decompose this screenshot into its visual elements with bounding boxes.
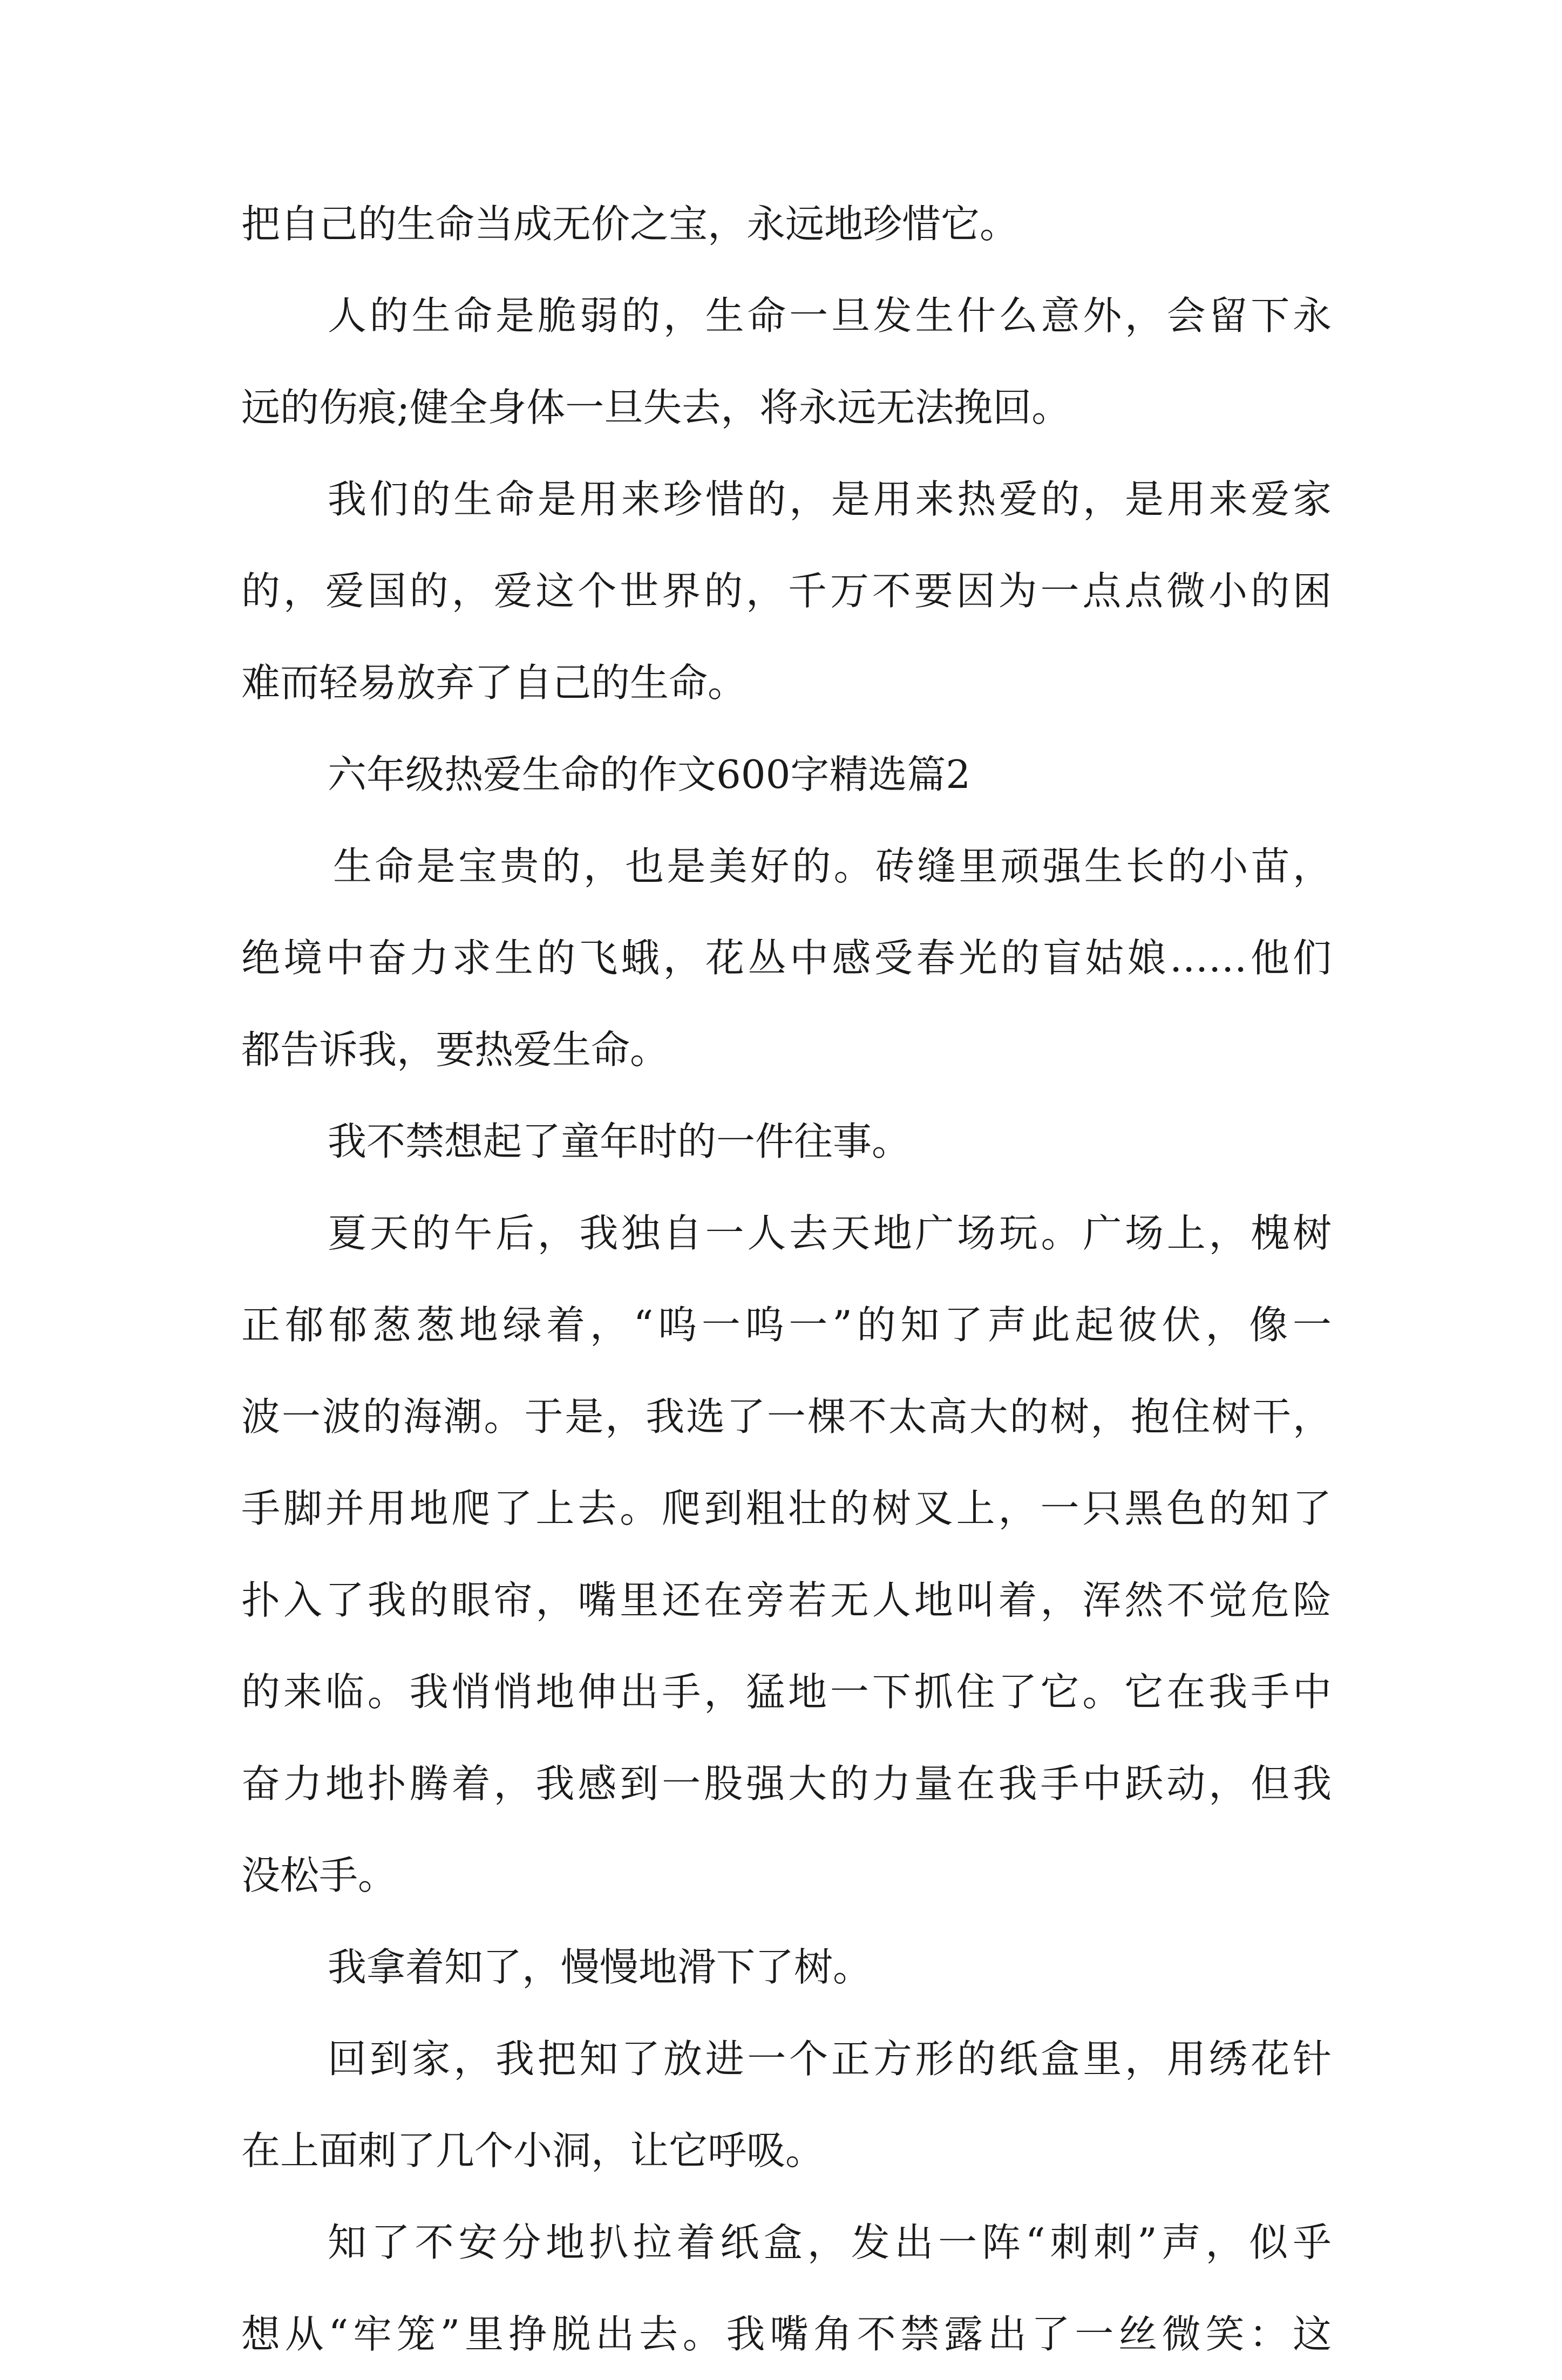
section-heading: 六年级热爱生命的作文600字精选篇2 (328, 752, 971, 797)
text-line: 的，爱国的，爱这个世界的，千万不要因为一点点微小的困 (241, 568, 1332, 614)
text-line: 把自己的生命当成无价之宝，永远地珍惜它。 (241, 201, 1019, 247)
text-line: 想从“牢笼”里挣脱出去。我嘴角不禁露出了一丝微笑：这 (241, 2311, 1332, 2357)
text-line: 远的伤痕;健全身体一旦失去，将永远无法挽回。 (241, 385, 1071, 430)
text-line: 绝境中奋力求生的飞蛾，花丛中感受春光的盲姑娘……他们 (241, 935, 1332, 981)
text-line: 波一波的海潮。于是，我选了一棵不太高大的树，抱住树干， (241, 1394, 1332, 1439)
text-line: 正郁郁葱葱地绿着，“呜一呜一”的知了声此起彼伏，像一 (241, 1302, 1332, 1348)
text-line: 都告诉我，要热爱生命。 (241, 1027, 669, 1072)
text-line: 知了不安分地扒拉着纸盒，发出一阵“刺刺”声，似乎 (328, 2220, 1332, 2265)
text-line: 夏天的午后，我独自一人去天地广场玩。广场上，槐树 (328, 1211, 1332, 1256)
text-line: 我拿着知了，慢慢地滑下了树。 (328, 1944, 872, 1990)
text-line: 回到家，我把知了放进一个正方形的纸盒里，用绣花针 (328, 2036, 1332, 2082)
text-line: 扑入了我的眼帘，嘴里还在旁若无人地叫着，浑然不觉危险 (241, 1577, 1332, 1623)
text-line: 的来临。我悄悄地伸出手，猛地一下抓住了它。它在我手中 (241, 1669, 1332, 1715)
text-line: 生命是宝贵的，也是美好的。砖缝里顽强生长的小苗， (333, 844, 1332, 889)
text-line: 在上面刺了几个小洞，让它呼吸。 (241, 2128, 825, 2173)
text-line: 人的生命是脆弱的，生命一旦发生什么意外，会留下永 (328, 293, 1332, 338)
text-line: 手脚并用地爬了上去。爬到粗壮的树叉上，一只黑色的知了 (241, 1486, 1332, 1531)
text-line: 没松手。 (241, 1853, 397, 1898)
text-line: 我不禁想起了童年时的一件往事。 (328, 1119, 911, 1164)
essay-body (241, 178, 1332, 2380)
text-line: 我们的生命是用来珍惜的，是用来热爱的，是用来爱家 (328, 477, 1332, 522)
text-line: 奋力地扑腾着，我感到一股强大的力量在我手中跃动，但我 (241, 1761, 1332, 1806)
text-line: 难而轻易放弃了自己的生命。 (241, 660, 747, 705)
